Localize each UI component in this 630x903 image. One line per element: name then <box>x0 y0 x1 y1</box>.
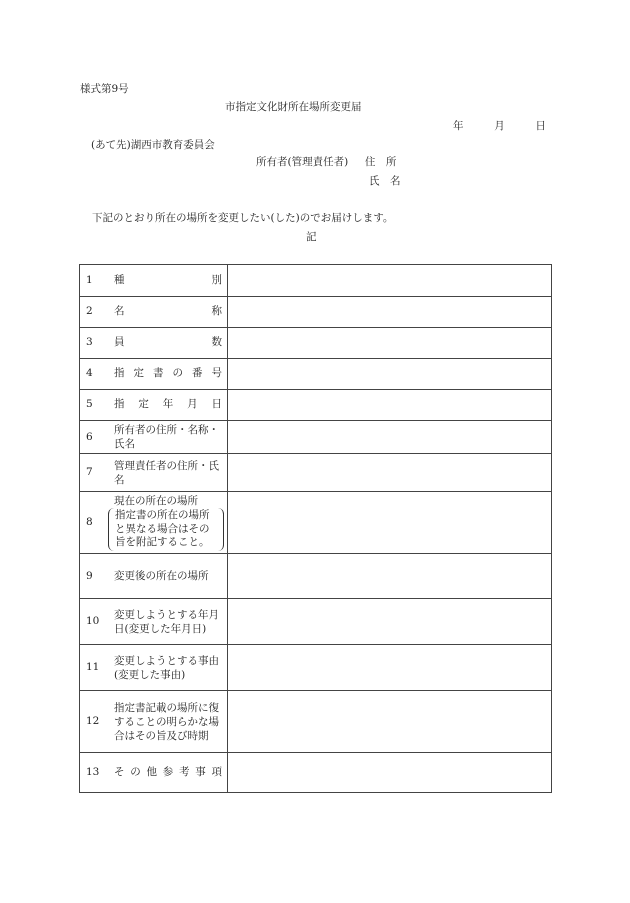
item-char: 考 <box>179 766 190 779</box>
table-row <box>80 599 552 645</box>
item-char: そ <box>114 766 125 779</box>
row-value-cell[interactable] <box>228 359 552 390</box>
table-row <box>80 328 552 359</box>
body-text: 下記のとおり所在の場所を変更したい(した)のでお届けします。 <box>92 212 394 224</box>
row-item-label <box>114 297 228 328</box>
row-item-label <box>114 454 228 492</box>
item-char: 日 <box>211 398 222 411</box>
item-char: 書 <box>153 367 164 380</box>
row-value-cell[interactable] <box>228 492 552 554</box>
row-value-cell[interactable] <box>228 753 552 793</box>
item-text: 変更しようとする年月日(変更した年月日) <box>114 608 219 635</box>
row-number: 13 <box>80 753 115 793</box>
row-value-cell[interactable] <box>228 454 552 492</box>
row-item-label <box>114 691 228 753</box>
date-day: 日 <box>535 120 546 132</box>
table-row <box>80 454 552 492</box>
table-row <box>80 297 552 328</box>
row-item-label <box>114 359 228 390</box>
row-item-label <box>114 645 228 691</box>
row-number: 1 <box>80 265 115 297</box>
item-char: の <box>130 766 141 779</box>
date-month: 月 <box>494 120 505 132</box>
item-text: 所有者の住所・名称・氏名 <box>114 424 219 451</box>
item-text: 指定書記載の場所に復することの明らかな場合はその旨及び時期 <box>114 701 219 742</box>
document-title: 市指定文化財所在場所変更届 <box>225 101 362 113</box>
row-value-cell[interactable] <box>228 390 552 421</box>
item-char: 年 <box>162 398 174 411</box>
item-char: 参 <box>162 766 174 779</box>
row-value-cell[interactable] <box>228 421 552 454</box>
row-number: 11 <box>80 645 115 691</box>
form-number: 様式第9号 <box>80 83 129 95</box>
row-value-cell[interactable] <box>228 691 552 753</box>
item-char: 指 <box>114 398 125 411</box>
row-item-label <box>114 554 228 599</box>
ki-label: 記 <box>306 231 317 243</box>
table-row <box>80 691 552 753</box>
owner-line <box>256 156 396 169</box>
row-number: 4 <box>80 359 115 390</box>
item-text: 現在の所在の場所 <box>114 494 198 507</box>
row-number: 2 <box>80 297 115 328</box>
row-number: 6 <box>80 421 115 454</box>
table-row <box>80 554 552 599</box>
table-row <box>80 265 552 297</box>
row-number: 3 <box>80 328 115 359</box>
row-item-label <box>114 492 228 554</box>
row-number: 5 <box>80 390 115 421</box>
row-number: 8 <box>80 492 115 554</box>
item-char: 指 <box>114 367 125 380</box>
item-text <box>114 367 224 380</box>
item-text: 変更しようとする事由(変更した事由) <box>114 654 219 681</box>
item-text <box>114 766 224 779</box>
row-number: 7 <box>80 454 115 492</box>
row-item-label <box>114 421 228 454</box>
item-text <box>114 274 224 287</box>
item-char: 項 <box>211 766 222 779</box>
item-char: 月 <box>187 398 198 411</box>
row-item-label <box>114 265 228 297</box>
addressee: (あて先)湖西市教育委員会 <box>91 139 215 151</box>
table-row <box>80 753 552 793</box>
item-char: 他 <box>146 766 157 779</box>
table-row <box>80 390 552 421</box>
item-char: 別 <box>211 273 222 286</box>
table-row <box>80 492 552 554</box>
record-table <box>79 264 552 793</box>
item-char: 員 <box>114 336 125 349</box>
item-char: 定 <box>138 398 149 411</box>
row-item-label <box>114 753 228 793</box>
row-item-label <box>114 599 228 645</box>
item-text: 変更後の所在の場所 <box>114 569 209 582</box>
row-item-label <box>114 390 228 421</box>
row-number: 10 <box>80 599 115 645</box>
item-char: 号 <box>211 367 222 380</box>
table-row <box>80 421 552 454</box>
address-label: 住 所 <box>364 156 397 168</box>
item-text <box>114 398 224 411</box>
date-line <box>453 120 546 133</box>
table-row <box>80 359 552 390</box>
item-char: 事 <box>195 766 206 779</box>
row-value-cell[interactable] <box>228 328 552 359</box>
item-char: 称 <box>211 305 222 318</box>
row-value-cell[interactable] <box>228 554 552 599</box>
item-char: 定 <box>133 367 144 380</box>
row-value-cell[interactable] <box>228 599 552 645</box>
row-value-cell[interactable] <box>228 265 552 297</box>
name-label: 氏 名 <box>369 175 401 187</box>
item-char: 番 <box>192 367 203 380</box>
item-note: 指定書の所在の場所と異なる場合はその旨を附記すること。 <box>108 508 224 551</box>
item-char: 種 <box>114 273 125 286</box>
table-row <box>80 645 552 691</box>
item-text <box>114 336 224 349</box>
row-value-cell[interactable] <box>228 645 552 691</box>
item-text <box>114 305 224 318</box>
row-number: 9 <box>80 554 115 599</box>
row-item-label <box>114 328 228 359</box>
row-number: 12 <box>80 691 115 753</box>
item-char: 数 <box>211 336 222 349</box>
item-char: 名 <box>114 305 125 318</box>
item-text: 管理責任者の住所・氏名 <box>114 459 219 486</box>
owner-label: 所有者(管理責任者) <box>256 156 349 168</box>
date-year: 年 <box>453 120 464 132</box>
item-char: の <box>172 367 183 380</box>
row-value-cell[interactable] <box>228 297 552 328</box>
